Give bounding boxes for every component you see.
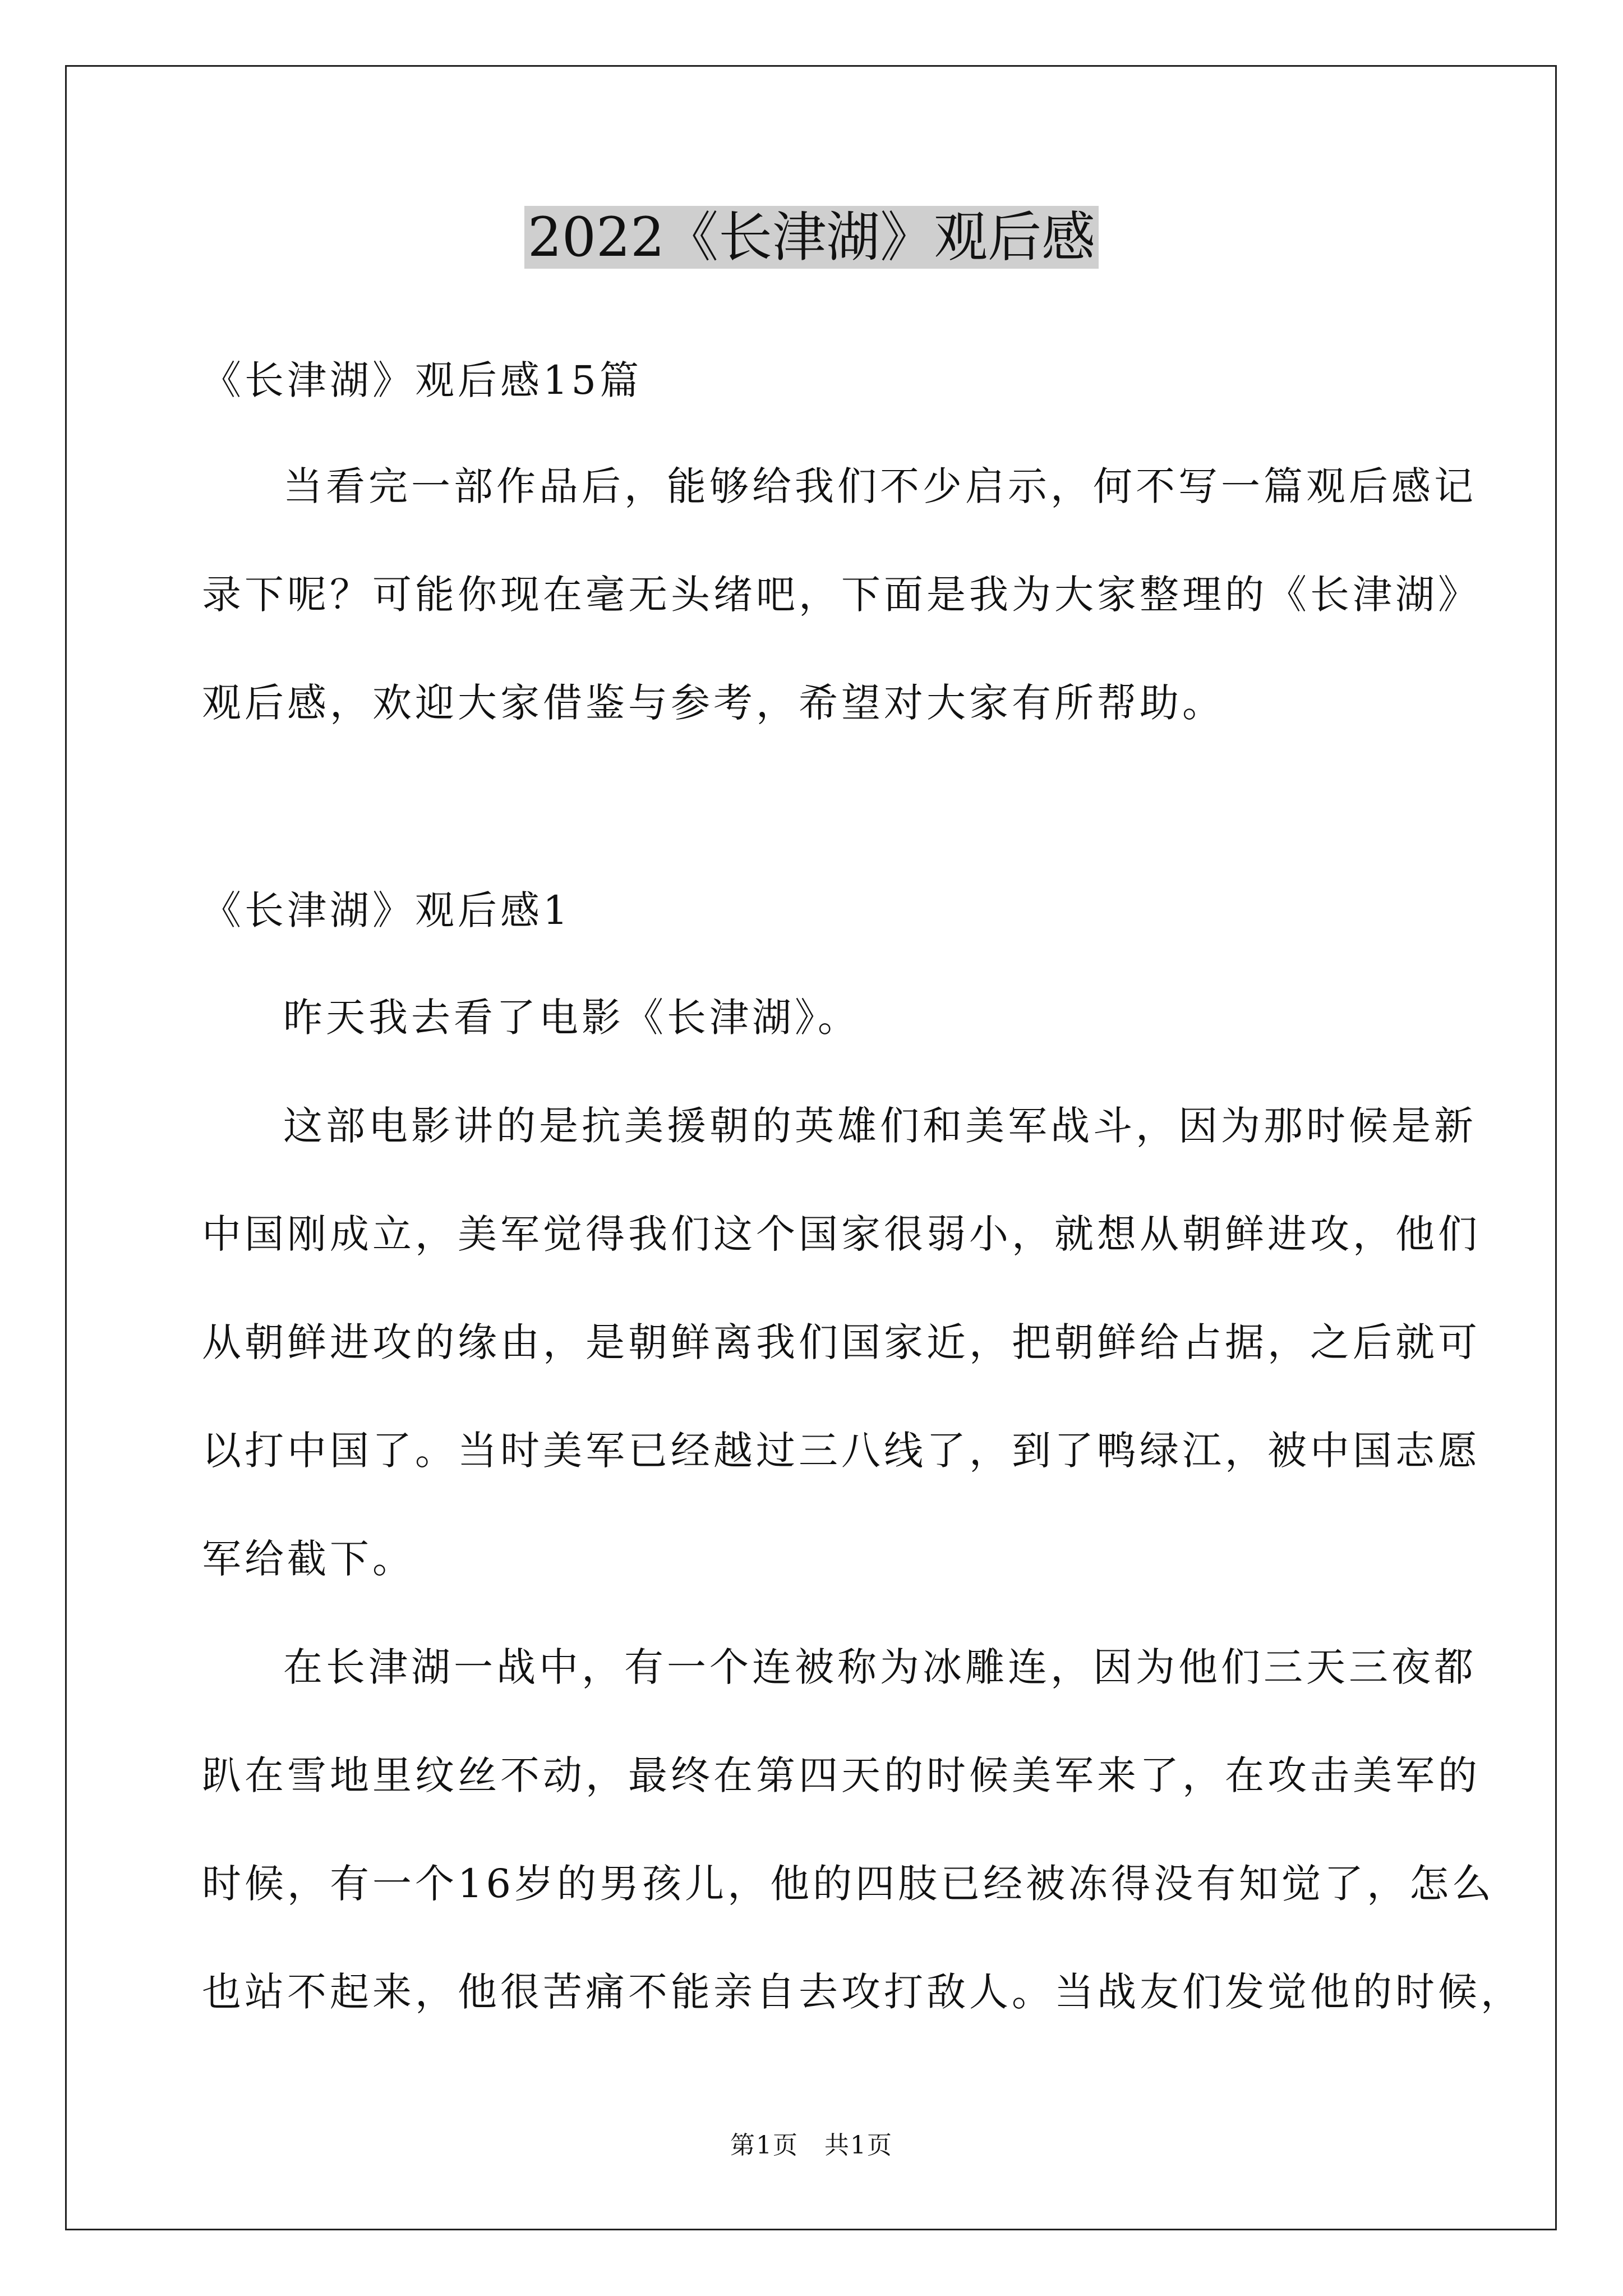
paragraph-line: 以打中国了。当时美军已经越过三八线了，到了鸭绿江，被中国志愿 (202, 1428, 1481, 1474)
section-heading: 《长津湖》观后感1 (202, 887, 571, 933)
page-footer (0, 2129, 1623, 2162)
intro-line: 观后感，欢迎大家借鉴与参考，希望对大家有所帮助。 (202, 680, 1225, 726)
subtitle: 《长津湖》观后感15篇 (202, 357, 643, 403)
page-number: 第1页 (730, 2131, 799, 2160)
document-title (0, 201, 1623, 274)
paragraph-line: 在长津湖一战中，有一个连被称为冰雕连，因为他们三天三夜都 (283, 1644, 1477, 1690)
paragraph-line: 也站不起来，他很苦痛不能亲自去攻打敌人。当战友们发觉他的时候， (202, 1969, 1523, 2015)
paragraph-line: 中国刚成立，美军觉得我们这个国家很弱小，就想从朝鲜进攻，他们 (202, 1211, 1481, 1257)
page-total: 共1页 (824, 2131, 893, 2160)
paragraph-line: 昨天我去看了电影《长津湖》。 (283, 995, 860, 1041)
title-text: 2022《长津湖》观后感 (524, 206, 1099, 269)
paragraph-line: 从朝鲜进攻的缘由，是朝鲜离我们国家近，把朝鲜给占据，之后就可 (202, 1319, 1481, 1365)
intro-line: 当看完一部作品后，能够给我们不少启示，何不写一篇观后感记 (283, 463, 1477, 509)
paragraph-line: 军给截下。 (202, 1536, 415, 1582)
paragraph-line: 趴在雪地里纹丝不动，最终在第四天的时候美军来了，在攻击美军的 (202, 1752, 1481, 1798)
intro-line: 录下呢？可能你现在毫无头绪吧，下面是我为大家整理的《长津湖》 (202, 572, 1481, 618)
paragraph-line: 时候，有一个16岁的男孩儿，他的四肢已经被冻得没有知觉了，怎么 (202, 1861, 1495, 1907)
paragraph-line: 这部电影讲的是抗美援朝的英雄们和美军战斗，因为那时候是新 (283, 1103, 1477, 1149)
